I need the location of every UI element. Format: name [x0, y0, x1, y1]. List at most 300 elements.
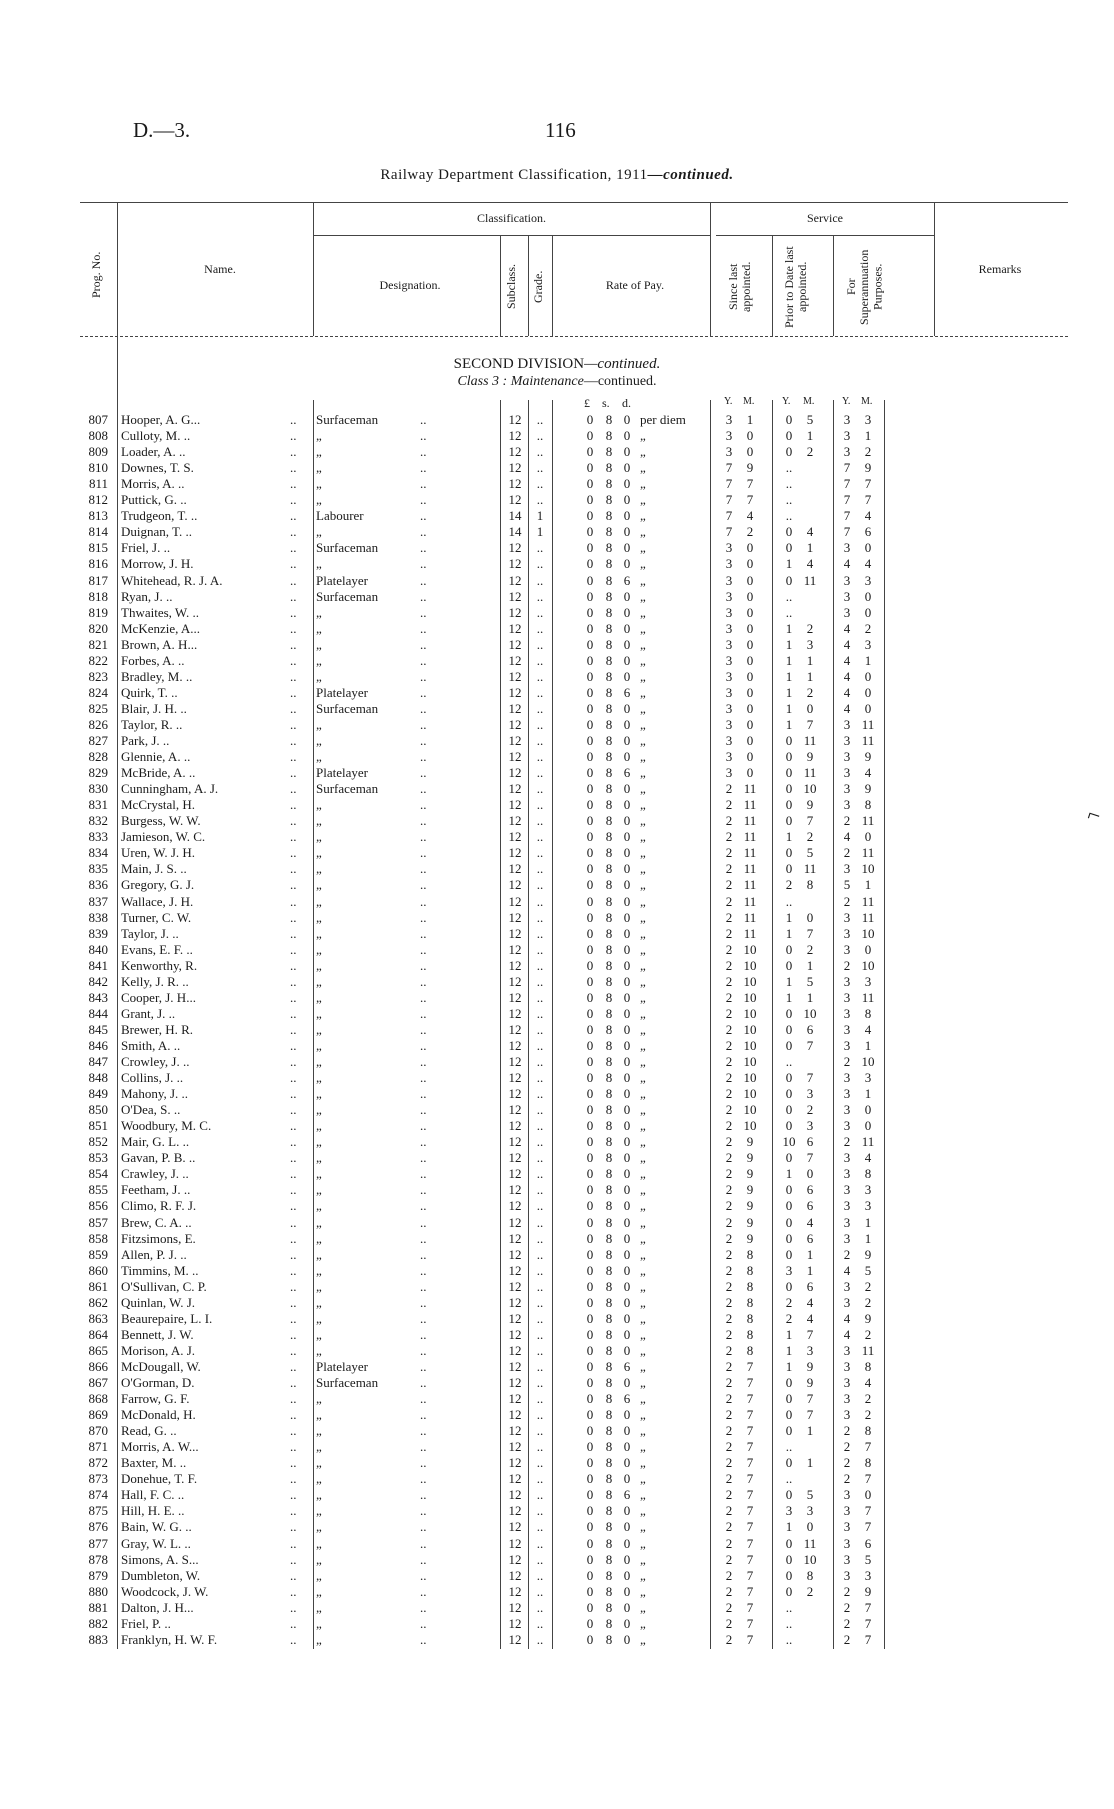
prior-years-cell: 0 [785, 733, 793, 748]
pay-pounds-cell: 0 [586, 861, 594, 877]
subclass-cell: 12 [508, 1455, 522, 1471]
designation-cell: Platelayer [316, 684, 368, 700]
prior-years-cell: 0 [785, 781, 793, 797]
name-cell: Wallace, J. H. [121, 893, 194, 909]
prog-no-cell: 835 [88, 861, 108, 877]
super-years-cell: 3 [843, 973, 851, 989]
table-row [0, 1584, 1114, 1600]
leader-dots: .. [290, 1182, 297, 1198]
pay-shillings-cell: 8 [605, 684, 613, 700]
since-months-cell: 11 [743, 829, 757, 845]
table-row [0, 1407, 1114, 1423]
leader-dots: .. [420, 684, 427, 700]
grade-cell: .. [536, 1326, 544, 1342]
prior-months-cell: 5 [806, 412, 814, 427]
pay-pounds-cell: 0 [586, 1519, 594, 1535]
since-years-cell: 2 [725, 1166, 733, 1182]
pay-pence-cell: 0 [623, 476, 631, 492]
pay-period-cell: „ [640, 620, 646, 636]
since-months-cell: 11 [743, 781, 757, 797]
table-row [0, 765, 1114, 781]
super-years-cell: 4 [843, 684, 851, 700]
col-divider-rate [710, 202, 711, 336]
table-row [0, 1536, 1114, 1552]
pay-pence-cell: 0 [623, 636, 631, 652]
name-cell: Feetham, J. .. [121, 1182, 191, 1198]
pay-period-cell: „ [640, 1037, 646, 1053]
subclass-cell: 12 [508, 716, 522, 732]
name-cell: Brown, A. H... [121, 636, 198, 652]
super-years-cell: 3 [843, 540, 851, 556]
title-continued: —continued. [647, 167, 734, 183]
pay-period-cell: „ [640, 1599, 646, 1615]
since-months-cell: 7 [746, 476, 754, 492]
super-months-cell: 0 [864, 540, 872, 556]
grade-cell: .. [536, 1631, 544, 1647]
prior-months-cell: 6 [806, 1021, 814, 1037]
super-months-cell: 0 [864, 684, 872, 700]
designation-cell: „ [316, 1535, 322, 1551]
prior-months-cell: 2 [806, 684, 814, 700]
super-months-cell: 0 [864, 1102, 872, 1118]
document-id: D.—3. [133, 118, 191, 142]
table-row [0, 1038, 1114, 1054]
subclass-cell: 12 [508, 1615, 522, 1631]
super-years-cell: 3 [843, 412, 851, 427]
pay-shillings-cell: 8 [605, 765, 613, 781]
leader-dots: .. [290, 1567, 297, 1583]
pay-pounds-cell: 0 [586, 733, 594, 748]
table-row [0, 958, 1114, 974]
prog-no-cell: 873 [88, 1471, 108, 1487]
since-years-cell: 2 [725, 909, 733, 925]
super-months-cell: 0 [864, 588, 872, 604]
since-months-cell: 0 [746, 733, 754, 748]
grade-cell: .. [536, 1342, 544, 1358]
name-cell: Allen, P. J. .. [121, 1246, 187, 1262]
pay-pounds-cell: 0 [586, 1615, 594, 1631]
prior-years-cell: 0 [785, 1150, 793, 1166]
super-years-cell: 3 [843, 444, 851, 460]
leader-dots: .. [290, 1230, 297, 1246]
pay-pounds-cell: 0 [586, 957, 594, 973]
since-months-cell: 7 [746, 492, 754, 508]
pay-pence-cell: 6 [623, 684, 631, 700]
designation-cell: „ [316, 604, 322, 620]
pay-pence-cell: 0 [623, 1407, 631, 1423]
subclass-cell: 12 [508, 1021, 522, 1037]
prior-years-cell: 0 [785, 1021, 793, 1037]
pay-pounds-cell: 0 [586, 1102, 594, 1118]
pay-pence-cell: 0 [623, 749, 631, 765]
prior-years-cell: 0 [785, 861, 793, 877]
since-months-cell: 7 [746, 1455, 754, 1471]
grade-cell: .. [536, 1262, 544, 1278]
pay-shillings-cell: 8 [605, 1294, 613, 1310]
name-cell: Kenworthy, R. [121, 957, 198, 973]
designation-cell: „ [316, 1134, 322, 1150]
subclass-cell: 12 [508, 765, 522, 781]
pay-period-cell: „ [640, 1583, 646, 1599]
leader-dots: .. [420, 508, 427, 524]
leader-dots: .. [420, 1262, 427, 1278]
unit-prior-months: M. [803, 396, 815, 407]
designation-cell: „ [316, 1487, 322, 1503]
prog-no-cell: 852 [88, 1134, 108, 1150]
name-cell: Smith, A. .. [121, 1037, 181, 1053]
grade-cell: .. [536, 1021, 544, 1037]
subclass-cell: 12 [508, 1407, 522, 1423]
super-years-cell: 3 [843, 749, 851, 765]
since-years-cell: 2 [725, 861, 733, 877]
leader-dots: .. [420, 492, 427, 508]
table-row [0, 1086, 1114, 1102]
designation-cell: „ [316, 1214, 322, 1230]
table-row [0, 1166, 1114, 1182]
unit-shilling: s. [602, 396, 610, 410]
prior-years-cell: 0 [785, 749, 793, 765]
prior-years-cell: 0 [785, 428, 793, 444]
prog-no-cell: 819 [88, 604, 108, 620]
pay-shillings-cell: 8 [605, 1102, 613, 1118]
prior-years-cell: 0 [785, 1423, 793, 1439]
super-months-cell: 1 [864, 1214, 872, 1230]
prior-years-cell: 2 [785, 1310, 793, 1326]
designation-cell: „ [316, 973, 322, 989]
pay-period-cell: „ [640, 652, 646, 668]
leader-dots: .. [420, 909, 427, 925]
leader-dots: .. [290, 797, 297, 813]
prior-months-cell: 1 [806, 540, 814, 556]
subclass-cell: 12 [508, 540, 522, 556]
grade-cell: .. [536, 893, 544, 909]
super-months-cell: 8 [864, 1166, 872, 1182]
pay-shillings-cell: 8 [605, 861, 613, 877]
since-months-cell: 9 [746, 1230, 754, 1246]
classification-subrule [313, 235, 710, 236]
pay-shillings-cell: 8 [605, 893, 613, 909]
pay-pence-cell: 0 [623, 1246, 631, 1262]
name-cell: Read, G. .. [121, 1423, 177, 1439]
name-cell: Bennett, J. W. [121, 1326, 194, 1342]
subclass-cell: 12 [508, 909, 522, 925]
prior-months-cell: 11 [803, 733, 817, 748]
pay-pence-cell: 0 [623, 1551, 631, 1567]
pay-pence-cell: 0 [623, 1503, 631, 1519]
name-cell: Park, J. .. [121, 733, 170, 748]
table-row [0, 589, 1114, 605]
designation-cell: „ [316, 1070, 322, 1086]
since-months-cell: 11 [743, 861, 757, 877]
table-row [0, 1327, 1114, 1343]
prior-years-cell: 1 [785, 1519, 793, 1535]
grade-cell: .. [536, 668, 544, 684]
prog-no-cell: 881 [88, 1599, 108, 1615]
since-years-cell: 3 [725, 588, 733, 604]
pay-pounds-cell: 0 [586, 1326, 594, 1342]
table-row [0, 1198, 1114, 1214]
since-months-cell: 8 [746, 1326, 754, 1342]
prior-years-cell: 0 [785, 524, 793, 540]
table-row [0, 1054, 1114, 1070]
page-title [0, 167, 1114, 184]
prior-months-cell: 7 [806, 813, 814, 829]
leader-dots: .. [290, 925, 297, 941]
unit-pence: d. [622, 396, 631, 410]
pay-period-cell: „ [640, 460, 646, 476]
name-cell: Kelly, J. R. .. [121, 973, 189, 989]
prog-no-cell: 879 [88, 1567, 108, 1583]
grade-cell: .. [536, 1535, 544, 1551]
pay-period-cell: „ [640, 604, 646, 620]
pay-shillings-cell: 8 [605, 1423, 613, 1439]
leader-dots: .. [290, 1070, 297, 1086]
leader-dots: .. [420, 444, 427, 460]
prog-no-cell: 822 [88, 652, 108, 668]
pay-shillings-cell: 8 [605, 1005, 613, 1021]
prog-no-cell: 862 [88, 1294, 108, 1310]
since-years-cell: 2 [725, 925, 733, 941]
name-cell: Ryan, J. .. [121, 588, 173, 604]
prog-no-cell: 853 [88, 1150, 108, 1166]
leader-dots: .. [420, 1198, 427, 1214]
pay-pounds-cell: 0 [586, 797, 594, 813]
name-cell: McCrystal, H. [121, 797, 196, 813]
pay-period-cell: „ [640, 749, 646, 765]
prior-years-cell: .. [785, 588, 793, 604]
pay-pounds-cell: 0 [586, 893, 594, 909]
leader-dots: .. [290, 1487, 297, 1503]
since-years-cell: 2 [725, 1439, 733, 1455]
pay-shillings-cell: 8 [605, 1134, 613, 1150]
pay-shillings-cell: 8 [605, 1086, 613, 1102]
subclass-cell: 12 [508, 957, 522, 973]
prog-no-cell: 877 [88, 1535, 108, 1551]
name-cell: Mahony, J. .. [121, 1086, 189, 1102]
pay-period-cell: „ [640, 1342, 646, 1358]
name-cell: Morison, A. J. [121, 1342, 196, 1358]
prog-no-cell: 842 [88, 973, 108, 989]
prog-no-cell: 837 [88, 893, 108, 909]
designation-cell: „ [316, 476, 322, 492]
table-row [0, 829, 1114, 845]
pay-period-cell: „ [640, 684, 646, 700]
super-months-cell: 8 [864, 1455, 872, 1471]
pay-pounds-cell: 0 [586, 1086, 594, 1102]
pay-pounds-cell: 0 [586, 460, 594, 476]
col-head-superannuation: For Superannuation Purposes. [844, 249, 885, 325]
table-row [0, 717, 1114, 733]
designation-cell: „ [316, 1294, 322, 1310]
subclass-cell: 12 [508, 781, 522, 797]
leader-dots: .. [420, 973, 427, 989]
pay-shillings-cell: 8 [605, 556, 613, 572]
grade-cell: .. [536, 652, 544, 668]
pay-pence-cell: 0 [623, 1278, 631, 1294]
since-years-cell: 2 [725, 1631, 733, 1647]
leader-dots: .. [290, 444, 297, 460]
pay-pence-cell: 0 [623, 973, 631, 989]
prior-months-cell: 6 [806, 1182, 814, 1198]
prior-months-cell: 11 [803, 572, 817, 588]
pay-pence-cell: 0 [623, 941, 631, 957]
pay-shillings-cell: 8 [605, 1037, 613, 1053]
super-years-cell: 7 [843, 492, 851, 508]
since-years-cell: 7 [725, 460, 733, 476]
grade-cell: .. [536, 444, 544, 460]
prior-months-cell: 3 [806, 1342, 814, 1358]
leader-dots: .. [420, 1102, 427, 1118]
name-cell: Baxter, M. .. [121, 1455, 187, 1471]
name-cell: Morrow, J. H. [121, 556, 194, 572]
pay-pence-cell: 0 [623, 428, 631, 444]
name-cell: Dalton, J. H... [121, 1599, 194, 1615]
pay-pounds-cell: 0 [586, 941, 594, 957]
table-row [0, 1439, 1114, 1455]
prog-no-cell: 867 [88, 1375, 108, 1390]
since-years-cell: 3 [725, 700, 733, 716]
since-years-cell: 2 [725, 1134, 733, 1150]
super-years-cell: 2 [843, 1054, 851, 1069]
table-row [0, 556, 1114, 572]
pay-pence-cell: 0 [623, 1150, 631, 1166]
name-cell: Simons, A. S... [121, 1551, 199, 1567]
subclass-cell: 12 [508, 1391, 522, 1407]
leader-dots: .. [420, 524, 427, 540]
subclass-cell: 12 [508, 1182, 522, 1198]
pay-shillings-cell: 8 [605, 1487, 613, 1503]
subclass-cell: 12 [508, 1583, 522, 1599]
since-months-cell: 10 [743, 957, 757, 973]
pay-pence-cell: 0 [623, 1230, 631, 1246]
since-months-cell: 7 [746, 1519, 754, 1535]
prog-no-cell: 811 [88, 476, 108, 492]
super-months-cell: 6 [864, 1535, 872, 1551]
pay-pounds-cell: 0 [586, 877, 594, 893]
since-months-cell: 7 [746, 1615, 754, 1631]
super-months-cell: 2 [864, 1278, 872, 1294]
pay-period-cell: „ [640, 1294, 646, 1310]
pay-shillings-cell: 8 [605, 749, 613, 765]
leader-dots: .. [290, 1503, 297, 1519]
since-years-cell: 2 [725, 1519, 733, 1535]
super-months-cell: 10 [861, 1054, 875, 1069]
pay-pence-cell: 0 [623, 604, 631, 620]
name-cell: Morris, A. W... [121, 1439, 199, 1455]
leader-dots: .. [420, 1535, 427, 1551]
prior-months-cell: 4 [806, 556, 814, 572]
pay-pounds-cell: 0 [586, 1294, 594, 1310]
grade-cell: .. [536, 1583, 544, 1599]
pay-period-cell: „ [640, 1134, 646, 1150]
super-years-cell: 2 [843, 1471, 851, 1487]
designation-cell: „ [316, 1631, 322, 1647]
table-row [0, 653, 1114, 669]
since-years-cell: 2 [725, 1535, 733, 1551]
prog-no-cell: 846 [88, 1037, 108, 1053]
leader-dots: .. [420, 1503, 427, 1519]
pay-period-cell: „ [640, 524, 646, 540]
pay-pounds-cell: 0 [586, 508, 594, 524]
pay-period-cell: „ [640, 508, 646, 524]
prior-months-cell: 1 [806, 1423, 814, 1439]
leader-dots: .. [290, 1615, 297, 1631]
prior-months-cell: 7 [806, 1037, 814, 1053]
prior-months-cell: 0 [806, 1166, 814, 1182]
since-years-cell: 2 [725, 845, 733, 861]
subclass-cell: 14 [508, 524, 522, 540]
leader-dots: .. [420, 1150, 427, 1166]
since-months-cell: 0 [746, 668, 754, 684]
leader-dots: .. [290, 845, 297, 861]
prior-months-cell: 6 [806, 1278, 814, 1294]
leader-dots: .. [290, 652, 297, 668]
prior-years-cell: 0 [785, 941, 793, 957]
prior-years-cell: 1 [785, 556, 793, 572]
pay-pence-cell: 0 [623, 1519, 631, 1535]
designation-cell: „ [316, 1166, 322, 1182]
leader-dots: .. [420, 572, 427, 588]
name-cell: Main, J. S. .. [121, 861, 187, 877]
pay-shillings-cell: 8 [605, 1214, 613, 1230]
designation-cell: „ [316, 1391, 322, 1407]
subclass-cell: 12 [508, 893, 522, 909]
designation-cell: Surfaceman [316, 781, 379, 797]
pay-pence-cell: 0 [623, 1086, 631, 1102]
name-cell: Glennie, A. .. [121, 749, 191, 765]
subclass-cell: 12 [508, 1166, 522, 1182]
prior-years-cell: 1 [785, 909, 793, 925]
leader-dots: .. [290, 1455, 297, 1471]
leader-dots: .. [420, 957, 427, 973]
pay-pence-cell: 0 [623, 620, 631, 636]
leader-dots: .. [290, 973, 297, 989]
name-cell: Franklyn, H. W. F. [121, 1631, 218, 1647]
name-cell: Quirk, T. .. [121, 684, 178, 700]
pay-pence-cell: 0 [623, 1262, 631, 1278]
designation-cell: „ [316, 1262, 322, 1278]
name-cell: Hooper, A. G... [121, 412, 201, 427]
pay-pence-cell: 0 [623, 1455, 631, 1471]
prior-years-cell: 1 [785, 620, 793, 636]
prior-years-cell: .. [785, 460, 793, 476]
super-months-cell: 8 [864, 1423, 872, 1439]
grade-cell: .. [536, 1439, 544, 1455]
super-years-cell: 3 [843, 1070, 851, 1086]
prior-years-cell: 0 [785, 813, 793, 829]
table-row [0, 1070, 1114, 1086]
name-cell: Brew, C. A. .. [121, 1214, 192, 1230]
super-months-cell: 7 [864, 492, 872, 508]
pay-shillings-cell: 8 [605, 1310, 613, 1326]
super-months-cell: 7 [864, 1631, 872, 1647]
table-row [0, 1311, 1114, 1327]
super-months-cell: 0 [864, 941, 872, 957]
grade-cell: .. [536, 1182, 544, 1198]
pay-period-cell: „ [640, 845, 646, 861]
grade-cell: .. [536, 1246, 544, 1262]
subclass-cell: 12 [508, 877, 522, 893]
pay-pounds-cell: 0 [586, 556, 594, 572]
since-months-cell: 9 [746, 1150, 754, 1166]
designation-cell: Platelayer [316, 1358, 368, 1374]
pay-pounds-cell: 0 [586, 412, 594, 427]
prior-years-cell: 1 [785, 973, 793, 989]
pay-pounds-cell: 0 [586, 1391, 594, 1407]
super-months-cell: 3 [864, 412, 872, 427]
since-months-cell: 0 [746, 620, 754, 636]
leader-dots: .. [290, 700, 297, 716]
